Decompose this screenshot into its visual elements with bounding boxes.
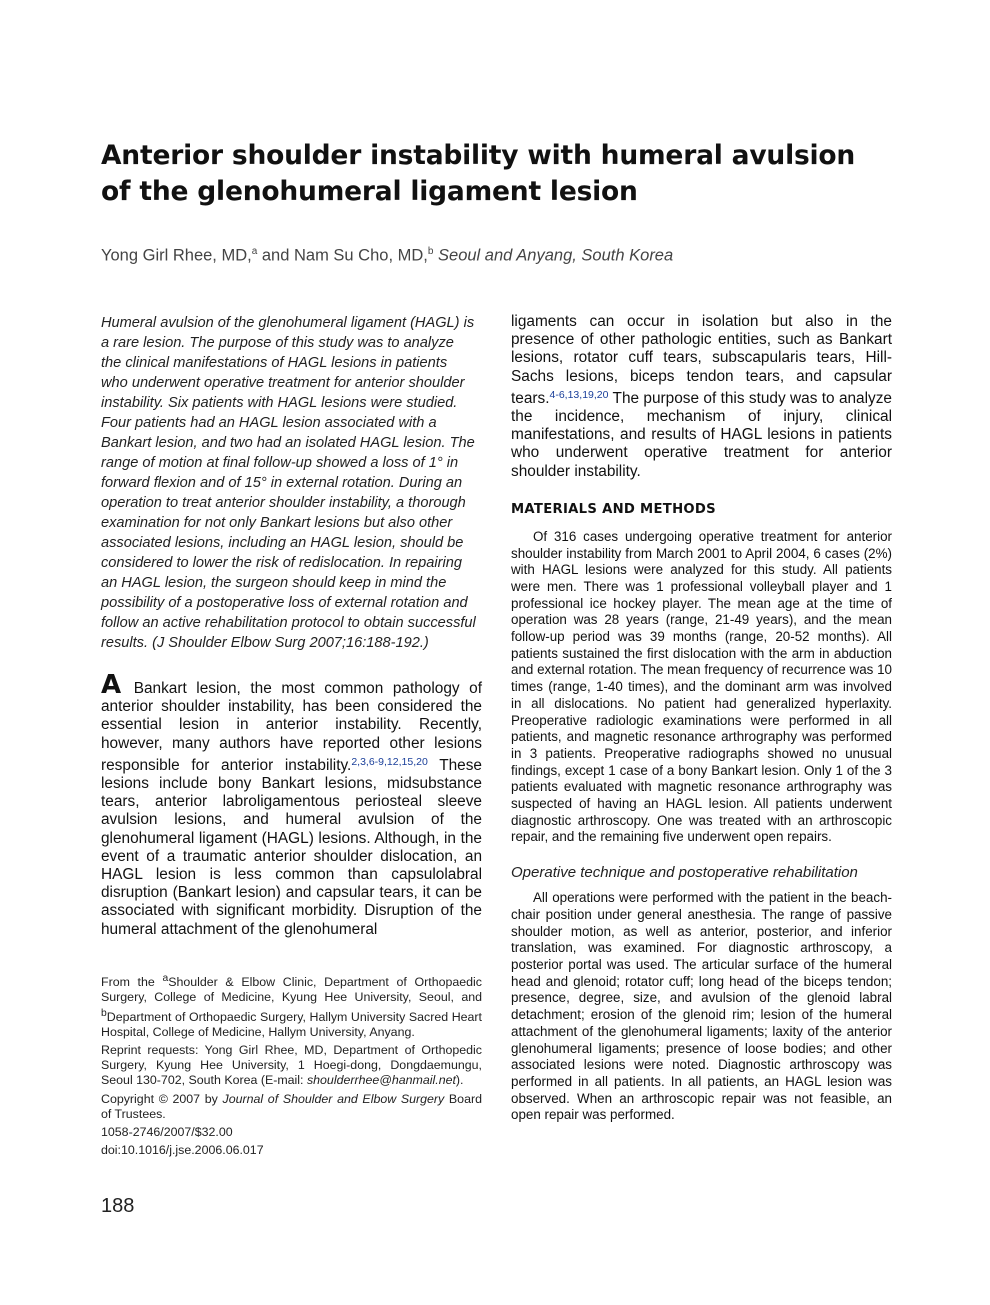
author-1: Yong Girl Rhee, MD, <box>101 246 252 265</box>
title-line-1: Anterior shoulder instability with humeral avulsion <box>101 140 856 171</box>
intro-cont-text-1: ligaments can occur in isolation but also in the presence of other pathologic entities, such as Bankart lesions, rotator cuff tears, subscapularis tears, Hill-Sachs lesions, biceps tendon tears, and capsular tears. <box>511 313 892 407</box>
footnotes <box>101 971 482 1161</box>
left-column <box>101 313 482 939</box>
footnote-email-link[interactable]: shoulderrhee@hanmail.net <box>306 1073 456 1088</box>
footnote-copyright <box>101 1092 482 1122</box>
footnote-reprint-end: ). <box>455 1073 464 1088</box>
drop-cap: A <box>101 670 122 700</box>
operative-technique-paragraph: All operations were performed with the patient in the beach-chair position under general anesthesia. The range of passive shoulder motion, as well as anterior, posterior, and inferior translation, was examined. For diagnostic arthroscopy, a posterior portal was used. The articular surface of the humeral head and glenoid; rotator cuff; long head of the biceps tendon; presence, degree, size, and avulsion of the glenoid labral detachment; erosion of the glenoid rim; lesion of the humeral attachment of the glenohumeral ligaments; laxity of the anterior glenohumeral ligaments; presence of loose bodies; and other associated lesions were noted. Diagnostic arthroscopy was performed in all patients. In all patients, an HAGL lesion was observed. When an arthroscopic repair was not feasible, an open repair was performed. <box>511 890 892 1123</box>
author-2: Nam Su Cho, MD, <box>293 246 428 265</box>
title-line-2: of the glenohumeral ligament lesion <box>101 176 638 207</box>
author-2-affiliation-mark: b <box>427 246 434 257</box>
introduction-paragraph <box>101 670 482 939</box>
intro-text-2: These lesions include bony Bankart lesions, midsubstance tears, anterior labroligamentous periosteal sleeve avulsion lesions, and humeral avulsion of the glenohumeral ligament (HAGL) lesions. Although, in the event of a traumatic anterior shoulder dislocation, an HAGL lesion is less common than capsulolabral disruption (Bankart lesion) and capsular tears, it can be associated with significant morbidity. Disruption of the humeral attachment of the glenohumeral <box>101 756 482 938</box>
citation-link[interactable]: 2,3,6-9,12,15,20 <box>351 755 428 768</box>
footnote-mark-b: b <box>101 1007 107 1019</box>
intro-cont-text-2: The purpose of this study was to analyze the incidence, mechanism of injury, clinical manifestations, and results of HAGL lesions in patients who underwent operative treatment for anterior shoulder instability. <box>511 389 892 480</box>
footnote-copyright-end: Board of Trustees. <box>101 1091 482 1121</box>
subsection-heading-operative-technique: Operative technique and postoperative rehabilitation <box>511 864 858 882</box>
footnote-journal: Journal of Shoulder and Elbow Surgery <box>222 1091 445 1106</box>
article-title <box>101 138 861 210</box>
footnote-doi[interactable]: doi:10.1016/j.jse.2006.06.017 <box>101 1143 264 1158</box>
footnote-reprint-text: Reprint requests: Yong Girl Rhee, MD, Department of Orthopedic Surgery, Kyung Hee University, 1 Hoegi-dong, Dongdaemungu, Seoul 130-702, South Korea (E-mail: <box>101 1043 482 1088</box>
citation-link[interactable]: 4-6,13,19,20 <box>549 388 609 401</box>
footnote-from-label: From the <box>101 975 163 990</box>
page-number: 188 <box>101 1195 135 1217</box>
section-heading-methods: MATERIALS AND METHODS <box>511 501 716 517</box>
footnote-affiliation-a: Shoulder & Elbow Clinic, Department of Orthopaedic Surgery, College of Medicine, Kyung Hee University, Seoul, and <box>101 975 482 1005</box>
right-column <box>511 313 892 1124</box>
author-conjunction: and <box>257 246 294 265</box>
footnote-reprint <box>101 1043 482 1089</box>
intro-text-1: Bankart lesion, the most common pathology of anterior shoulder instability, has been considered the essential lesion in anterior instability. Recently, however, many authors have reported other lesions responsible for anterior instability. <box>101 680 482 774</box>
author-line <box>101 241 861 267</box>
footnote-issn: 1058-2746/2007/$32.00 <box>101 1125 233 1140</box>
abstract: Humeral avulsion of the glenohumeral ligament (HAGL) is a rare lesion. The purpose of this study was to analyze the clinical manifestations of HAGL lesions in patients who underwent operative treatment for anterior shoulder instability. Six patients with HAGL lesions were studied. Four patients had an HAGL lesion associated with a Bankart lesion, and two had an isolated HAGL lesion. The range of motion at final follow-up showed a loss of 1° in forward flexion and of 15° in external rotation. During an operation to treat anterior shoulder instability, a thorough examination for not only Bankart lesions but also other associated lesions, including an HAGL lesion, should be considered to lower the risk of redislocation. In repairing an HAGL lesion, the surgeon should keep in mind the possibility of a postoperative loss of external rotation and follow an active rehabilitation protocol to obtain successful results. (J Shoulder Elbow Surg 2007;16:188-192.) <box>101 315 476 651</box>
author-1-affiliation-mark: a <box>251 246 258 257</box>
footnote-copyright-text: Copyright © 2007 by <box>101 1091 223 1106</box>
footnote-affiliation-b: Department of Orthopaedic Surgery, Hallym University Sacred Heart Hospital, College of Medicine, Hallym University, Anyang. <box>101 1009 482 1039</box>
methods-paragraph: Of 316 cases undergoing operative treatment for anterior shoulder instability from March 2001 to April 2004, 6 cases (2%) with HAGL lesions were analyzed for this study. All patients were men. There was 1 professional volleyball player and 1 professional ice hockey player. The mean age at the time of operation was 28 years (range, 21-49 years), and the mean follow-up period was 39 months (range, 20-52 months). All patients sustained the first dislocation with the arm in abduction and external rotation. The mean frequency of recurrence was 10 times (range, 1-40 times), and the dominant arm was involved in all dislocations. No patient had generalized hyperlaxity. Preoperative radiologic examinations were performed in all patients, and magnetic resonance arthrography was performed in 3 patients. Preoperative radiographs showed no unusual findings, except 1 case of a bony Bankart lesion. Only 1 of the 3 patients evaluated with magnetic resonance arthrography was suspected of having an HAGL lesion. All patients underwent diagnostic arthroscopy. One was treated with an arthroscopic repair, and the remaining five underwent open repairs. <box>511 528 892 845</box>
footnote-affiliations <box>101 971 482 1040</box>
footnote-mark-a: a <box>162 973 169 984</box>
introduction-continued <box>511 313 892 481</box>
author-location: Seoul and Anyang, South Korea <box>438 246 674 265</box>
